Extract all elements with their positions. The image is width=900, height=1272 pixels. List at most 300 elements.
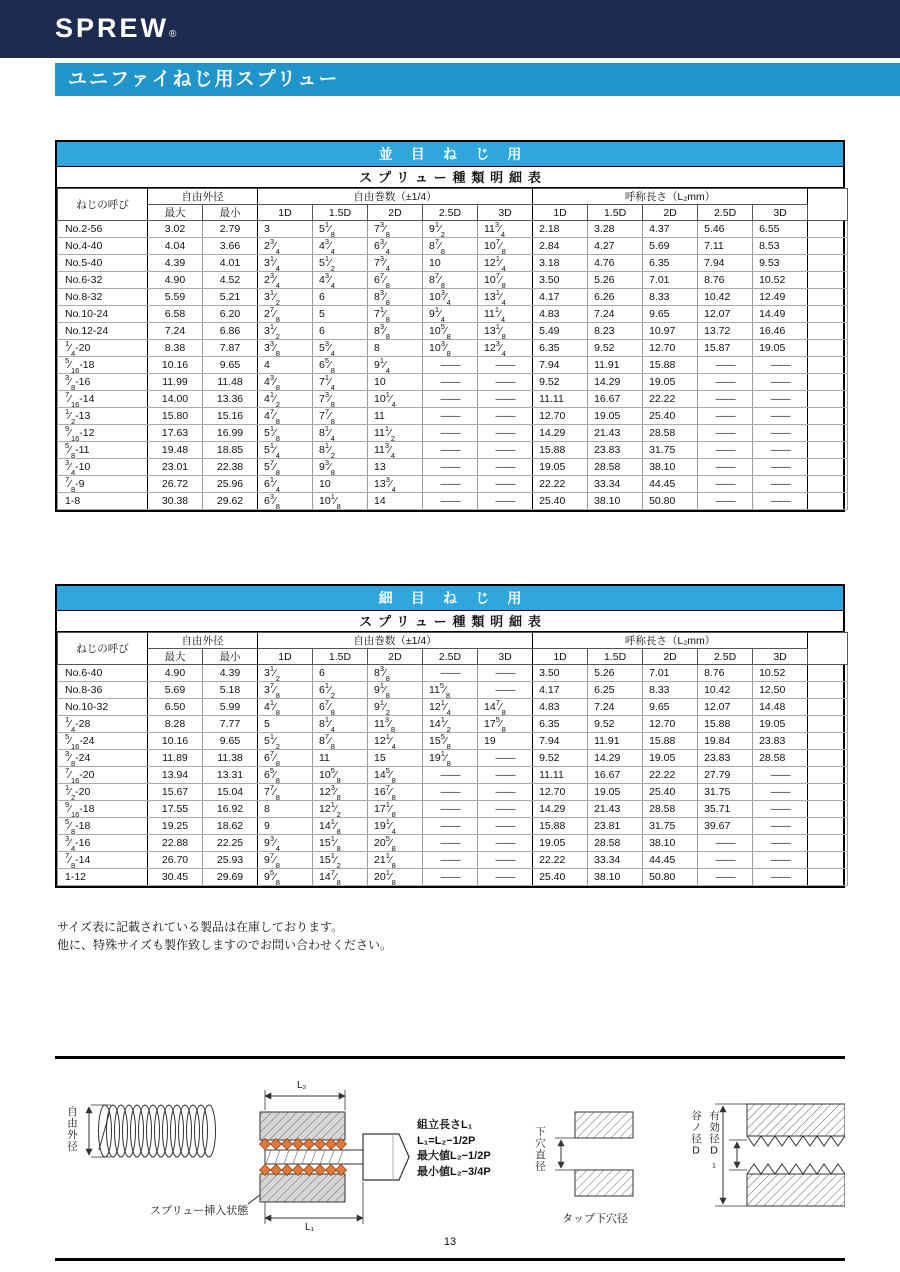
col-free-od: 自由外径 <box>148 189 258 205</box>
thread-size-cell: $^3⁄_4-16$ <box>58 835 148 852</box>
value-cell: —— <box>478 425 533 442</box>
col-min: 最小 <box>203 205 258 221</box>
col-min: 最小 <box>203 649 258 665</box>
value-cell: 5.26 <box>588 272 643 289</box>
col-1d: 1D <box>533 205 588 221</box>
value-cell: 11.11 <box>533 391 588 408</box>
value-cell <box>808 425 848 442</box>
col-1-5d: 1.5D <box>588 205 643 221</box>
value-cell: 13.94 <box>148 767 203 784</box>
value-cell: 17.63 <box>148 425 203 442</box>
thread-size-cell: $^5⁄_8-18$ <box>58 818 148 835</box>
value-cell: 15.88 <box>533 442 588 459</box>
value-cell: 11 <box>368 408 423 425</box>
value-cell: 9.52 <box>533 374 588 391</box>
value-cell <box>808 221 848 238</box>
value-cell: 21.43 <box>588 425 643 442</box>
page-title: ユニファイねじ用スプリュー <box>55 63 900 96</box>
col-nominal-length: 呼称長さ（L₂mm） <box>533 189 808 205</box>
value-cell: 23.83 <box>698 750 753 767</box>
value-cell: 38.10 <box>588 493 643 510</box>
value-cell: 31.75 <box>698 784 753 801</box>
value-cell: 28.58 <box>588 835 643 852</box>
table-row <box>58 374 848 391</box>
col-thread-size: ねじの呼び <box>58 189 148 221</box>
value-cell: 2.79 <box>203 221 258 238</box>
value-cell: 11.11 <box>533 767 588 784</box>
value-cell: 6.86 <box>203 323 258 340</box>
value-cell: $12^1⁄_4$ <box>478 255 533 272</box>
value-cell: —— <box>753 476 808 493</box>
coil-spring-drawing <box>89 1105 277 1204</box>
value-cell: $8^1⁄_4$ <box>313 716 368 733</box>
value-cell: 33.34 <box>588 476 643 493</box>
value-cell: 9.65 <box>643 699 698 716</box>
value-cell: 14.00 <box>148 391 203 408</box>
value-cell: $3^3⁄_8$ <box>258 340 313 357</box>
table-row <box>58 221 848 238</box>
value-cell: 27.79 <box>698 767 753 784</box>
value-cell: $4^1⁄_2$ <box>258 391 313 408</box>
table-header <box>58 633 848 665</box>
value-cell <box>808 476 848 493</box>
technical-diagrams <box>55 1074 845 1239</box>
value-cell: —— <box>423 408 478 425</box>
value-cell: 7.94 <box>698 255 753 272</box>
value-cell: $5^1⁄_2$ <box>258 733 313 750</box>
value-cell: 10.16 <box>148 733 203 750</box>
col-nominal-length: 呼称長さ（L₂mm） <box>533 633 808 649</box>
thread-profile-drawing <box>715 1104 845 1206</box>
value-cell: 5.69 <box>148 682 203 699</box>
value-cell: 4.90 <box>148 272 203 289</box>
value-cell: 22.38 <box>203 459 258 476</box>
value-cell <box>808 665 848 682</box>
value-cell: 6.58 <box>148 306 203 323</box>
table-title-band: 細目ねじ用 <box>57 586 843 610</box>
value-cell: —— <box>478 835 533 852</box>
value-cell: 11.48 <box>203 374 258 391</box>
value-cell <box>808 289 848 306</box>
divider-line <box>55 1056 845 1059</box>
value-cell: $11^5⁄_8$ <box>423 682 478 699</box>
value-cell: $7^7⁄_8$ <box>258 784 313 801</box>
value-cell: 10 <box>423 255 478 272</box>
value-cell: 9.65 <box>203 733 258 750</box>
value-cell: 6.20 <box>203 306 258 323</box>
value-cell: 5.49 <box>533 323 588 340</box>
value-cell: 5 <box>258 716 313 733</box>
value-cell: 11.91 <box>588 733 643 750</box>
value-cell <box>808 852 848 869</box>
value-cell: —— <box>753 835 808 852</box>
col-free-od: 自由外径 <box>148 633 258 649</box>
fine-thread-table <box>55 584 845 888</box>
value-cell: $15^5⁄_8$ <box>423 733 478 750</box>
col-max: 最大 <box>148 205 203 221</box>
value-cell: 10.42 <box>698 289 753 306</box>
thread-size-cell: $^1⁄_2-13$ <box>58 408 148 425</box>
col-3d: 3D <box>753 649 808 665</box>
value-cell: 9.52 <box>533 750 588 767</box>
value-cell: 6.26 <box>588 289 643 306</box>
value-cell: —— <box>478 476 533 493</box>
value-cell: 14.49 <box>753 306 808 323</box>
value-cell: 5.46 <box>698 221 753 238</box>
value-cell: —— <box>478 442 533 459</box>
value-cell: $7^3⁄_4$ <box>368 255 423 272</box>
value-cell: $5^1⁄_4$ <box>258 442 313 459</box>
value-cell: 12.70 <box>643 340 698 357</box>
table-body <box>58 665 848 886</box>
table-row <box>58 357 848 374</box>
table-row <box>58 665 848 682</box>
value-cell: —— <box>423 852 478 869</box>
value-cell: 4.39 <box>148 255 203 272</box>
value-cell: $14^1⁄_8$ <box>313 818 368 835</box>
value-cell: 9.52 <box>588 340 643 357</box>
value-cell: $4^7⁄_8$ <box>258 408 313 425</box>
table-row <box>58 340 848 357</box>
value-cell: 15.88 <box>698 716 753 733</box>
value-cell: 29.62 <box>203 493 258 510</box>
col-1d: 1D <box>258 649 313 665</box>
thread-size-cell: $^9⁄_{16}-12$ <box>58 425 148 442</box>
value-cell: $14^5⁄_8$ <box>368 767 423 784</box>
thread-size-cell: $^9⁄_{16}-18$ <box>58 801 148 818</box>
col-max: 最大 <box>148 649 203 665</box>
value-cell: $21^1⁄_8$ <box>368 852 423 869</box>
value-cell: —— <box>698 425 753 442</box>
value-cell: 4.17 <box>533 289 588 306</box>
value-cell: 30.38 <box>148 493 203 510</box>
value-cell: 25.40 <box>533 869 588 886</box>
value-cell: 25.40 <box>533 493 588 510</box>
value-cell: —— <box>423 801 478 818</box>
value-cell: —— <box>698 408 753 425</box>
value-cell: 10.16 <box>148 357 203 374</box>
value-cell: $6^1⁄_4$ <box>258 476 313 493</box>
col-free-coils: 自由巻数（±1/4） <box>258 189 533 205</box>
value-cell: $2^3⁄_4$ <box>258 272 313 289</box>
value-cell: 16.67 <box>588 767 643 784</box>
value-cell: —— <box>423 869 478 886</box>
note-line: 他に、特殊サイズも製作致しますのでお問い合わせください。 <box>57 938 393 952</box>
value-cell: $2^3⁄_4$ <box>258 238 313 255</box>
value-cell: $5^7⁄_8$ <box>258 459 313 476</box>
table-row <box>58 323 848 340</box>
value-cell: —— <box>753 442 808 459</box>
value-cell: 19.25 <box>148 818 203 835</box>
value-cell: 3 <box>258 221 313 238</box>
value-cell: $11^3⁄_4$ <box>478 221 533 238</box>
value-cell: $10^7⁄_8$ <box>478 238 533 255</box>
value-cell: —— <box>423 357 478 374</box>
insert-state-label: スプリュー挿入状態 <box>150 1205 249 1217</box>
value-cell: $8^3⁄_8$ <box>368 289 423 306</box>
table-row <box>58 750 848 767</box>
value-cell: $4^3⁄_4$ <box>313 238 368 255</box>
value-cell: $9^1⁄_2$ <box>423 221 478 238</box>
value-cell: $14^7⁄_8$ <box>313 869 368 886</box>
value-cell: 19.05 <box>533 835 588 852</box>
value-cell: —— <box>423 442 478 459</box>
col-1d: 1D <box>258 205 313 221</box>
value-cell: 33.34 <box>588 852 643 869</box>
value-cell: 16.99 <box>203 425 258 442</box>
value-cell: $16^7⁄_8$ <box>368 784 423 801</box>
value-cell: 28.58 <box>753 750 808 767</box>
l2-dimension-label: L₂ <box>297 1080 307 1091</box>
value-cell: 22.88 <box>148 835 203 852</box>
value-cell: 11.89 <box>148 750 203 767</box>
value-cell: 15.04 <box>203 784 258 801</box>
value-cell: 15.80 <box>148 408 203 425</box>
value-cell: 7.24 <box>588 306 643 323</box>
value-cell: 16.67 <box>588 391 643 408</box>
value-cell <box>808 818 848 835</box>
col-3d: 3D <box>753 205 808 221</box>
value-cell: 12.07 <box>698 699 753 716</box>
value-cell: —— <box>753 425 808 442</box>
value-cell: —— <box>423 818 478 835</box>
thread-size-cell: No.12-24 <box>58 323 148 340</box>
value-cell: 28.58 <box>588 459 643 476</box>
table-row <box>58 459 848 476</box>
table-header <box>58 189 848 221</box>
value-cell: $10^7⁄_8$ <box>478 272 533 289</box>
value-cell: $14^7⁄_8$ <box>478 699 533 716</box>
value-cell: 8 <box>368 340 423 357</box>
thread-size-cell: No.10-32 <box>58 699 148 716</box>
value-cell: 26.70 <box>148 852 203 869</box>
value-cell: 50.80 <box>643 869 698 886</box>
value-cell: 22.22 <box>643 391 698 408</box>
table-title-band: 並目ねじ用 <box>57 142 843 166</box>
value-cell: 3.18 <box>533 255 588 272</box>
value-cell: —— <box>753 784 808 801</box>
value-cell: 15.67 <box>148 784 203 801</box>
value-cell: $8^7⁄_8$ <box>423 272 478 289</box>
registered-trademark-icon: ® <box>169 29 180 40</box>
value-cell: $6^3⁄_8$ <box>258 493 313 510</box>
pilot-hole-dia-label: 下穴直径 <box>534 1126 546 1172</box>
value-cell: $6^7⁄_8$ <box>368 272 423 289</box>
value-cell: 38.10 <box>643 835 698 852</box>
value-cell: 8.23 <box>588 323 643 340</box>
thread-size-cell: $^7⁄_8-14$ <box>58 852 148 869</box>
value-cell: —— <box>698 835 753 852</box>
value-cell: 4.27 <box>588 238 643 255</box>
col-1-5d: 1.5D <box>313 205 368 221</box>
value-cell: $10^5⁄_8$ <box>423 323 478 340</box>
table-row <box>58 493 848 510</box>
value-cell: —— <box>698 476 753 493</box>
value-cell: 8.33 <box>643 682 698 699</box>
thread-size-cell: $^7⁄_8-9$ <box>58 476 148 493</box>
value-cell: —— <box>753 869 808 886</box>
value-cell <box>808 801 848 818</box>
value-cell: 2.18 <box>533 221 588 238</box>
value-cell: $10^1⁄_4$ <box>368 391 423 408</box>
value-cell: 14.48 <box>753 699 808 716</box>
value-cell: 7.87 <box>203 340 258 357</box>
value-cell <box>808 784 848 801</box>
value-cell <box>808 767 848 784</box>
value-cell: $7^1⁄_8$ <box>368 306 423 323</box>
value-cell: 6.55 <box>753 221 808 238</box>
value-cell: $6^5⁄_8$ <box>258 767 313 784</box>
value-cell: $8^3⁄_8$ <box>368 665 423 682</box>
table-row <box>58 733 848 750</box>
value-cell: 10.97 <box>643 323 698 340</box>
value-cell: 14.29 <box>533 801 588 818</box>
bolt-head <box>363 1134 409 1180</box>
value-cell: —— <box>753 801 808 818</box>
value-cell: $20^1⁄_8$ <box>368 869 423 886</box>
value-cell: $8^1⁄_2$ <box>313 442 368 459</box>
value-cell: 4 <box>258 357 313 374</box>
table-row <box>58 852 848 869</box>
col-2-5d: 2.5D <box>698 649 753 665</box>
value-cell: 15.16 <box>203 408 258 425</box>
value-cell: 6.25 <box>588 682 643 699</box>
value-cell: 10.52 <box>753 272 808 289</box>
value-cell: 38.10 <box>588 869 643 886</box>
value-cell: 44.45 <box>643 476 698 493</box>
value-cell: —— <box>423 425 478 442</box>
value-cell: 12.50 <box>753 682 808 699</box>
value-cell: $13^1⁄_8$ <box>478 323 533 340</box>
value-cell: 19.05 <box>643 374 698 391</box>
value-cell: —— <box>753 459 808 476</box>
value-cell: 6 <box>313 323 368 340</box>
value-cell: 13.36 <box>203 391 258 408</box>
value-cell: 21.43 <box>588 801 643 818</box>
value-cell: 13.31 <box>203 767 258 784</box>
value-cell: $12^1⁄_4$ <box>423 699 478 716</box>
table-row <box>58 272 848 289</box>
value-cell: 4.17 <box>533 682 588 699</box>
value-cell: 25.93 <box>203 852 258 869</box>
value-cell: 3.66 <box>203 238 258 255</box>
value-cell: $6^5⁄_8$ <box>313 357 368 374</box>
value-cell: 13.72 <box>698 323 753 340</box>
value-cell: 19.84 <box>698 733 753 750</box>
value-cell: 7.11 <box>698 238 753 255</box>
assembly-note-line: L₁=L₂−1/2P <box>417 1134 476 1147</box>
value-cell: 23.83 <box>588 442 643 459</box>
table-row <box>58 238 848 255</box>
value-cell: 8.28 <box>148 716 203 733</box>
value-cell <box>808 357 848 374</box>
value-cell: 6 <box>313 665 368 682</box>
value-cell: 16.46 <box>753 323 808 340</box>
value-cell: —— <box>478 801 533 818</box>
spec-table <box>57 632 848 886</box>
value-cell: 8.53 <box>753 238 808 255</box>
value-cell: 16.92 <box>203 801 258 818</box>
value-cell <box>808 272 848 289</box>
value-cell: 19.05 <box>753 716 808 733</box>
value-cell: $6^7⁄_8$ <box>258 750 313 767</box>
value-cell: $5^1⁄_8$ <box>258 425 313 442</box>
thread-size-cell: $^7⁄_{16}-20$ <box>58 767 148 784</box>
value-cell: 6.35 <box>643 255 698 272</box>
thread-size-cell: No.4-40 <box>58 238 148 255</box>
value-cell: 14.29 <box>533 425 588 442</box>
table-body <box>58 221 848 510</box>
value-cell: 25.40 <box>643 784 698 801</box>
value-cell <box>808 750 848 767</box>
value-cell: $8^3⁄_8$ <box>368 323 423 340</box>
value-cell: —— <box>478 408 533 425</box>
spec-table <box>57 188 848 510</box>
value-cell: $3^1⁄_2$ <box>258 665 313 682</box>
value-cell: 7.01 <box>643 272 698 289</box>
value-cell: $8^7⁄_8$ <box>423 238 478 255</box>
table-row <box>58 391 848 408</box>
value-cell: —— <box>478 767 533 784</box>
l1-dimension-label: L₁ <box>305 1222 314 1233</box>
col-2d: 2D <box>368 205 423 221</box>
table-row <box>58 818 848 835</box>
value-cell: —— <box>423 476 478 493</box>
thread-size-cell: No.2-56 <box>58 221 148 238</box>
value-cell: —— <box>423 835 478 852</box>
thread-size-cell: No.6-32 <box>58 272 148 289</box>
value-cell: 29.69 <box>203 869 258 886</box>
value-cell: 10 <box>313 476 368 493</box>
value-cell <box>808 391 848 408</box>
value-cell: —— <box>423 391 478 408</box>
value-cell: 9.65 <box>203 357 258 374</box>
tap-hole-caption: タップ下穴径 <box>562 1213 628 1225</box>
table-row <box>58 408 848 425</box>
value-cell: 12.49 <box>753 289 808 306</box>
table-row <box>58 801 848 818</box>
value-cell: $12^1⁄_4$ <box>368 733 423 750</box>
value-cell: $10^1⁄_8$ <box>313 493 368 510</box>
value-cell: 10.52 <box>753 665 808 682</box>
value-cell: 6.35 <box>533 340 588 357</box>
table-row <box>58 442 848 459</box>
effective-dia-label: 有効径D₁ <box>708 1110 720 1171</box>
thread-size-cell: No.8-32 <box>58 289 148 306</box>
col-2-5d: 2.5D <box>423 205 478 221</box>
page-number: 13 <box>443 1236 457 1248</box>
table-row <box>58 869 848 886</box>
coarse-thread-table <box>55 140 845 512</box>
value-cell: 10.42 <box>698 682 753 699</box>
value-cell: 19.05 <box>643 750 698 767</box>
table-row <box>58 476 848 493</box>
value-cell: 12.70 <box>533 408 588 425</box>
value-cell: —— <box>478 493 533 510</box>
value-cell: 9.53 <box>753 255 808 272</box>
table-row <box>58 289 848 306</box>
thread-size-cell: $^5⁄_8-11$ <box>58 442 148 459</box>
value-cell: $4^3⁄_8$ <box>258 374 313 391</box>
value-cell: 7.77 <box>203 716 258 733</box>
table-row <box>58 716 848 733</box>
value-cell: 5.18 <box>203 682 258 699</box>
value-cell: 11 <box>313 750 368 767</box>
value-cell: 18.85 <box>203 442 258 459</box>
value-cell: $5^1⁄_8$ <box>313 221 368 238</box>
value-cell: —— <box>698 459 753 476</box>
value-cell: $11^3⁄_8$ <box>368 716 423 733</box>
